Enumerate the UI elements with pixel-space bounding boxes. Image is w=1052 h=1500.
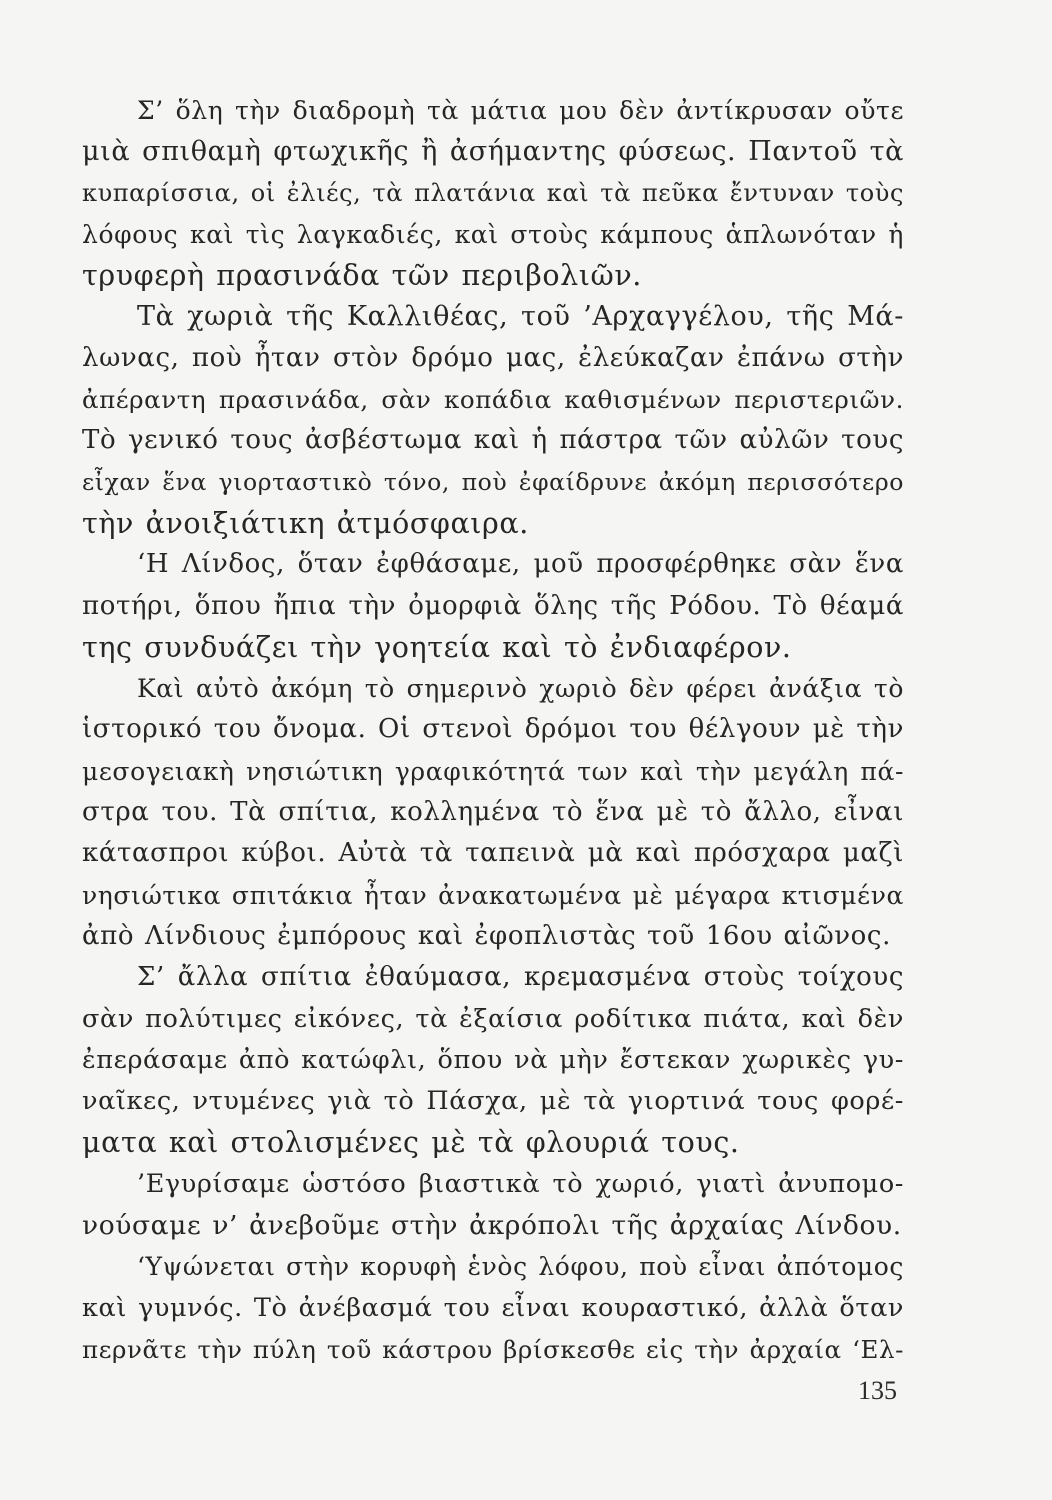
text-line: ἐπεράσαμε ἀπὸ κατώφλι, ὅπου νὰ μὴν ἔστεκαν χωρικὲς γυ- (82, 1044, 904, 1075)
text-line: κυπαρίσσια, οἱ ἐλιές, τὰ πλατάνια καὶ τὰ πεῦκα ἔντυναν τοὺς (82, 178, 904, 207)
text-line: στρα του. Τὰ σπίτια, κολλημένα τὸ ἕνα μὲ τὸ ἄλλο, εἶναι (82, 797, 904, 828)
text-line: ἱστορικό του ὄνομα. Οἱ στενοὶ δρόμοι του θέλγουν μὲ τὴν (82, 714, 904, 745)
text-line: μεσογειακὴ νησιώτικη γραφικότητά των καὶ τὴν μεγάλη πά- (82, 756, 904, 786)
text-line: ἀπέραντη πρασινάδα, σὰν κοπάδια καθισμένων περιστεριῶν. (82, 385, 904, 415)
text-line: ματα καὶ στολισμένες μὲ τὰ φλουριά τους. (82, 1126, 740, 1160)
text-line: καὶ γυμνός. Τὸ ἀνέβασμά του εἶναι κουραστικό, ἀλλὰ ὅταν (82, 1292, 904, 1323)
page-number: 135 (858, 1376, 897, 1405)
text-line: ‘Υψώνεται στὴν κορυφὴ ἑνὸς λόφου, ποὺ εἶναι ἀπότομος (137, 1252, 904, 1282)
text-line: εἶχαν ἕνα γιορταστικὸ τόνο, ποὺ ἐφαίδρυνε ἀκόμη περισσότερο (82, 467, 904, 496)
text-line: σὰν πολύτιμες εἰκόνες, τὰ ἐξαίσια ροδίτικα πιάτα, καὶ δὲν (82, 1003, 904, 1034)
text-line: κάτασπροι κύβοι. Αὐτὰ τὰ ταπεινὰ μὰ καὶ πρόσχαρα μαζὶ (82, 838, 904, 869)
text-line: ἀπὸ Λίνδιους ἐμπόρους καὶ ἐφοπλιστὰς τοῦ 16ου αἰῶνος. (82, 920, 891, 951)
text-line: ναῖκες, ντυμένες γιὰ τὸ Πάσχα, μὲ τὰ γιορτινά τους φορέ- (82, 1086, 904, 1117)
text-line: της συνδυάζει τὴν γοητεία καὶ τὸ ἐνδιαφέρον. (82, 630, 792, 664)
text-line: ‘Η Λίνδος, ὅταν ἐφθάσαμε, μοῦ προσφέρθηκε σὰν ἕνα (137, 549, 904, 580)
text-line: μιὰ σπιθαμὴ φτωχικῆς ἢ ἀσήμαντης φύσεως. Παντοῦ τὰ (82, 136, 904, 168)
body-text (82, 90, 904, 1370)
text-line: ’Εγυρίσαμε ὡστόσο βιαστικὰ τὸ χωριό, γιατὶ ἀνυπομο- (137, 1168, 904, 1199)
text-line: περνᾶτε τὴν πύλη τοῦ κάστρου βρίσκεσθε εἰς τὴν ἀρχαία ‘Ελ- (82, 1334, 904, 1364)
text-line: Τὸ γενικό τους ἀσβέστωμα καὶ ἡ πάστρα τῶν αὐλῶν τους (82, 425, 904, 456)
text-line: νησιώτικα σπιτάκια ἦταν ἀνακατωμένα μὲ μέγαρα κτισμένα (82, 880, 904, 910)
text-line: τρυφερὴ πρασινάδα τῶν περιβολιῶν. (82, 259, 642, 293)
text-line: λόφους καὶ τὶς λαγκαδιές, καὶ στοὺς κάμπους ἁπλωνόταν ἡ (82, 219, 904, 249)
text-line: Τὰ χωριὰ τῆς Καλλιθέας, τοῦ ’Αρχαγγέλου, τῆς Μά- (137, 301, 904, 333)
text-line: Καὶ αὐτὸ ἀκόμη τὸ σημερινὸ χωριὸ δὲν φέρει ἀνάξια τὸ (137, 674, 904, 704)
text-line: λωνας, ποὺ ἦταν στὸν δρόμο μας, ἐλεύκαζαν ἐπάνω στὴν (82, 342, 904, 373)
text-line: Σ’ ὅλη τὴν διαδρομὴ τὰ μάτια μου δὲν ἀντίκρυσαν οὔτε (137, 96, 904, 125)
text-line: νούσαμε ν’ ἀνεβοῦμε στὴν ἀκρόπολι τῆς ἀρχαίας Λίνδου. (82, 1210, 902, 1242)
text-line: Σ’ ἄλλα σπίτια ἐθαύμασα, κρεμασμένα στοὺς τοίχους (137, 962, 904, 993)
text-line: ποτήρι, ὅπου ἤπια τὴν ὀμορφιὰ ὅλης τῆς Ρόδου. Τὸ θέαμά (82, 590, 904, 621)
text-line: τὴν ἀνοιξιάτικη ἀτμόσφαιρα. (82, 506, 529, 540)
